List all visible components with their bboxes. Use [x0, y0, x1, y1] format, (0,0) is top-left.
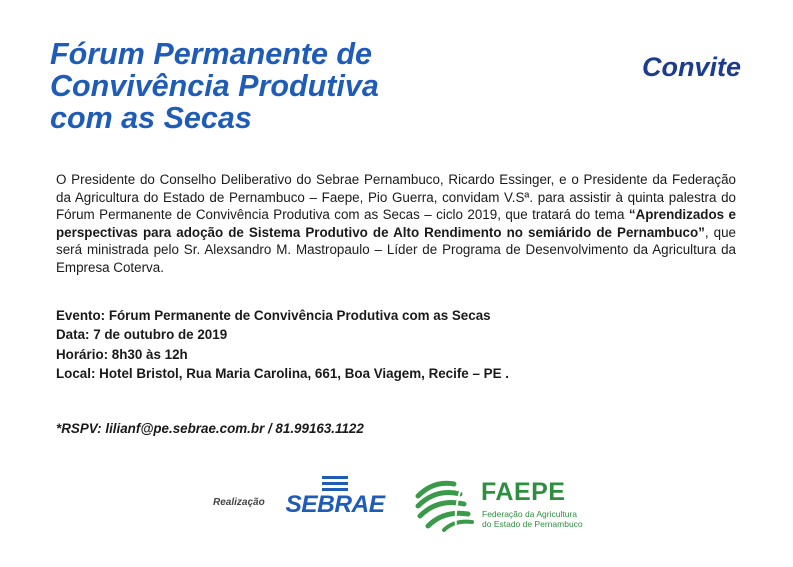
- faepe-subtitle: [482, 509, 583, 529]
- invitation-intro: O Presidente do Conselho Deliberativo do Sebrae Pernambuco, Ricardo Essinger, e o Presidente da Federação da Agricultura do Estado de Pernambuco – Faepe, Pio Guerra, convidam V.Sª. para assistir à quinta palestra do Fórum Permanente de Convivência Produtiva com as Secas – ciclo 2019, que tratará do tema: [56, 172, 736, 222]
- faepe-subtitle-line-1: Federação da Agricultura: [482, 509, 577, 519]
- event-name: Evento: Fórum Permanente de Convivência Produtiva com as Secas: [56, 308, 491, 323]
- forum-title: [50, 38, 379, 134]
- title-line-1: Fórum Permanente de: [50, 37, 373, 71]
- sebrae-logo: [282, 474, 388, 522]
- invitation-speaker: , que será ministrada pelo Sr. Alexsandro M. Mastropaulo – Líder de Programa de Desenvolvimento da Agricultura da Empresa Coterva.: [56, 224, 736, 275]
- event-date: Data: 7 de outubro de 2019: [56, 327, 228, 343]
- convite-heading: Convite: [641, 52, 741, 82]
- faepe-wordmark: FAEPE: [481, 478, 566, 506]
- rsvp-contact: *RSPV: lilianf@pe.sebrae.com.br / 81.99163.1122: [56, 421, 364, 436]
- faepe-subtitle-line-2: do Estado de Pernambuco: [482, 519, 583, 529]
- faepe-leaf-icon: [414, 476, 478, 532]
- invitation-paragraph: [56, 171, 736, 276]
- title-line-2: Convivência Produtiva: [50, 69, 379, 103]
- lecture-theme: “Aprendizados e perspectivas para adoção de Sistema Produtivo de Alto Rendimento no semiárido de Pernambuco”: [56, 207, 736, 240]
- title-line-3: com as Secas: [50, 101, 252, 135]
- event-details: [56, 306, 736, 383]
- realizacao-label: Realização: [213, 497, 265, 508]
- event-location: Local: Hotel Bristol, Rua Maria Carolina, 661, Boa Viagem, Recife – PE .: [56, 365, 509, 381]
- sebrae-wordmark: SEBRAE: [285, 491, 385, 518]
- event-time: Horário: 8h30 às 12h: [56, 346, 188, 362]
